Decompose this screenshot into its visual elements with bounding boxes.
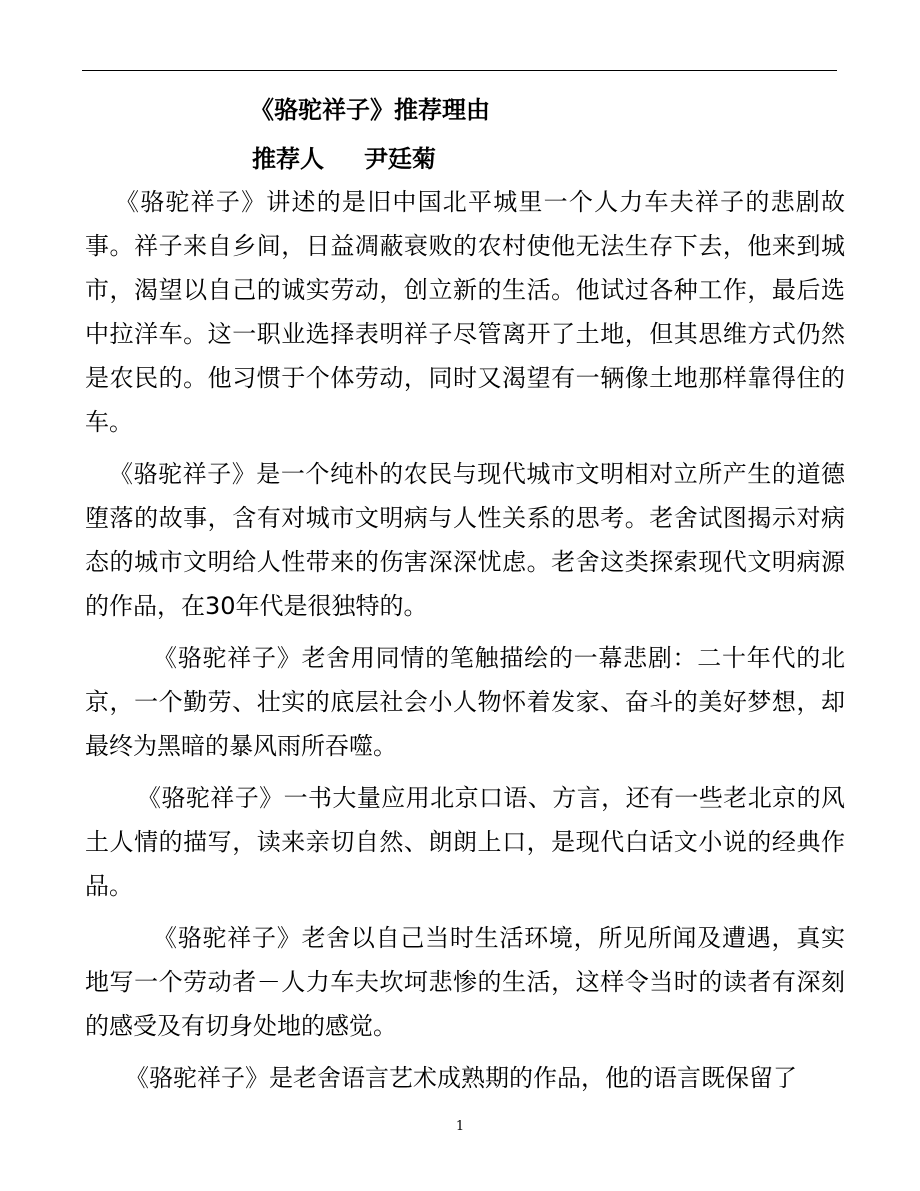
document-body bbox=[85, 180, 845, 1108]
recommender-line bbox=[252, 141, 436, 177]
paragraph-2: 《骆驼祥子》是一个纯朴的农民与现代城市文明相对立所产生的道德堕落的故事，含有对城市文明病与人性关系的思考。老舍试图揭示对病态的城市文明给人性带来的伤害深深忧虑。老舍这类探索现代文明病源的作品，在30年代是很独特的。 bbox=[85, 460, 845, 620]
paragraph-1: 《骆驼祥子》讲述的是旧中国北平城里一个人力车夫祥子的悲剧故事。祥子来自乡间，日益凋蔽衰败的农村使他无法生存下去，他来到城市，渴望以自己的诚实劳动，创立新的生活。他试过各种工作，最后选中拉洋车。这一职业选择表明祥子尽管离开了土地，但其思维方式仍然是农民的。他习惯于个体劳动，同时又渴望有一辆像土地那样靠得住的车。 bbox=[85, 188, 845, 436]
recommender-label: 推荐人 bbox=[252, 145, 324, 173]
paragraph-4: 《骆驼祥子》一书大量应用北京口语、方言，还有一些老北京的风土人情的描写，读来亲切自然、朗朗上口，是现代白话文小说的经典作品。 bbox=[85, 784, 845, 900]
paragraph-6: 《骆驼祥子》是老舍语言艺术成熟期的作品，他的语言既保留了 bbox=[125, 1064, 797, 1092]
paragraph-5: 《骆驼祥子》老舍以自己当时生活环境，所见所闻及遭遇，真实地写一个劳动者－人力车夫坎坷悲惨的生活，这样令当时的读者有深刻的感受及有切身处地的感觉。 bbox=[85, 924, 845, 1040]
paragraph-3: 《骆驼祥子》老舍用同情的笔触描绘的一幕悲剧：二十年代的北京，一个勤劳、壮实的底层社会小人物怀着发家、奋斗的美好梦想，却最终为黑暗的暴风雨所吞噬。 bbox=[85, 644, 845, 760]
document-title: 《骆驼祥子》推荐理由 bbox=[250, 96, 490, 124]
header-rule bbox=[82, 70, 837, 71]
recommender-name: 尹廷菊 bbox=[364, 145, 436, 173]
page-number: 1 bbox=[455, 1119, 465, 1134]
